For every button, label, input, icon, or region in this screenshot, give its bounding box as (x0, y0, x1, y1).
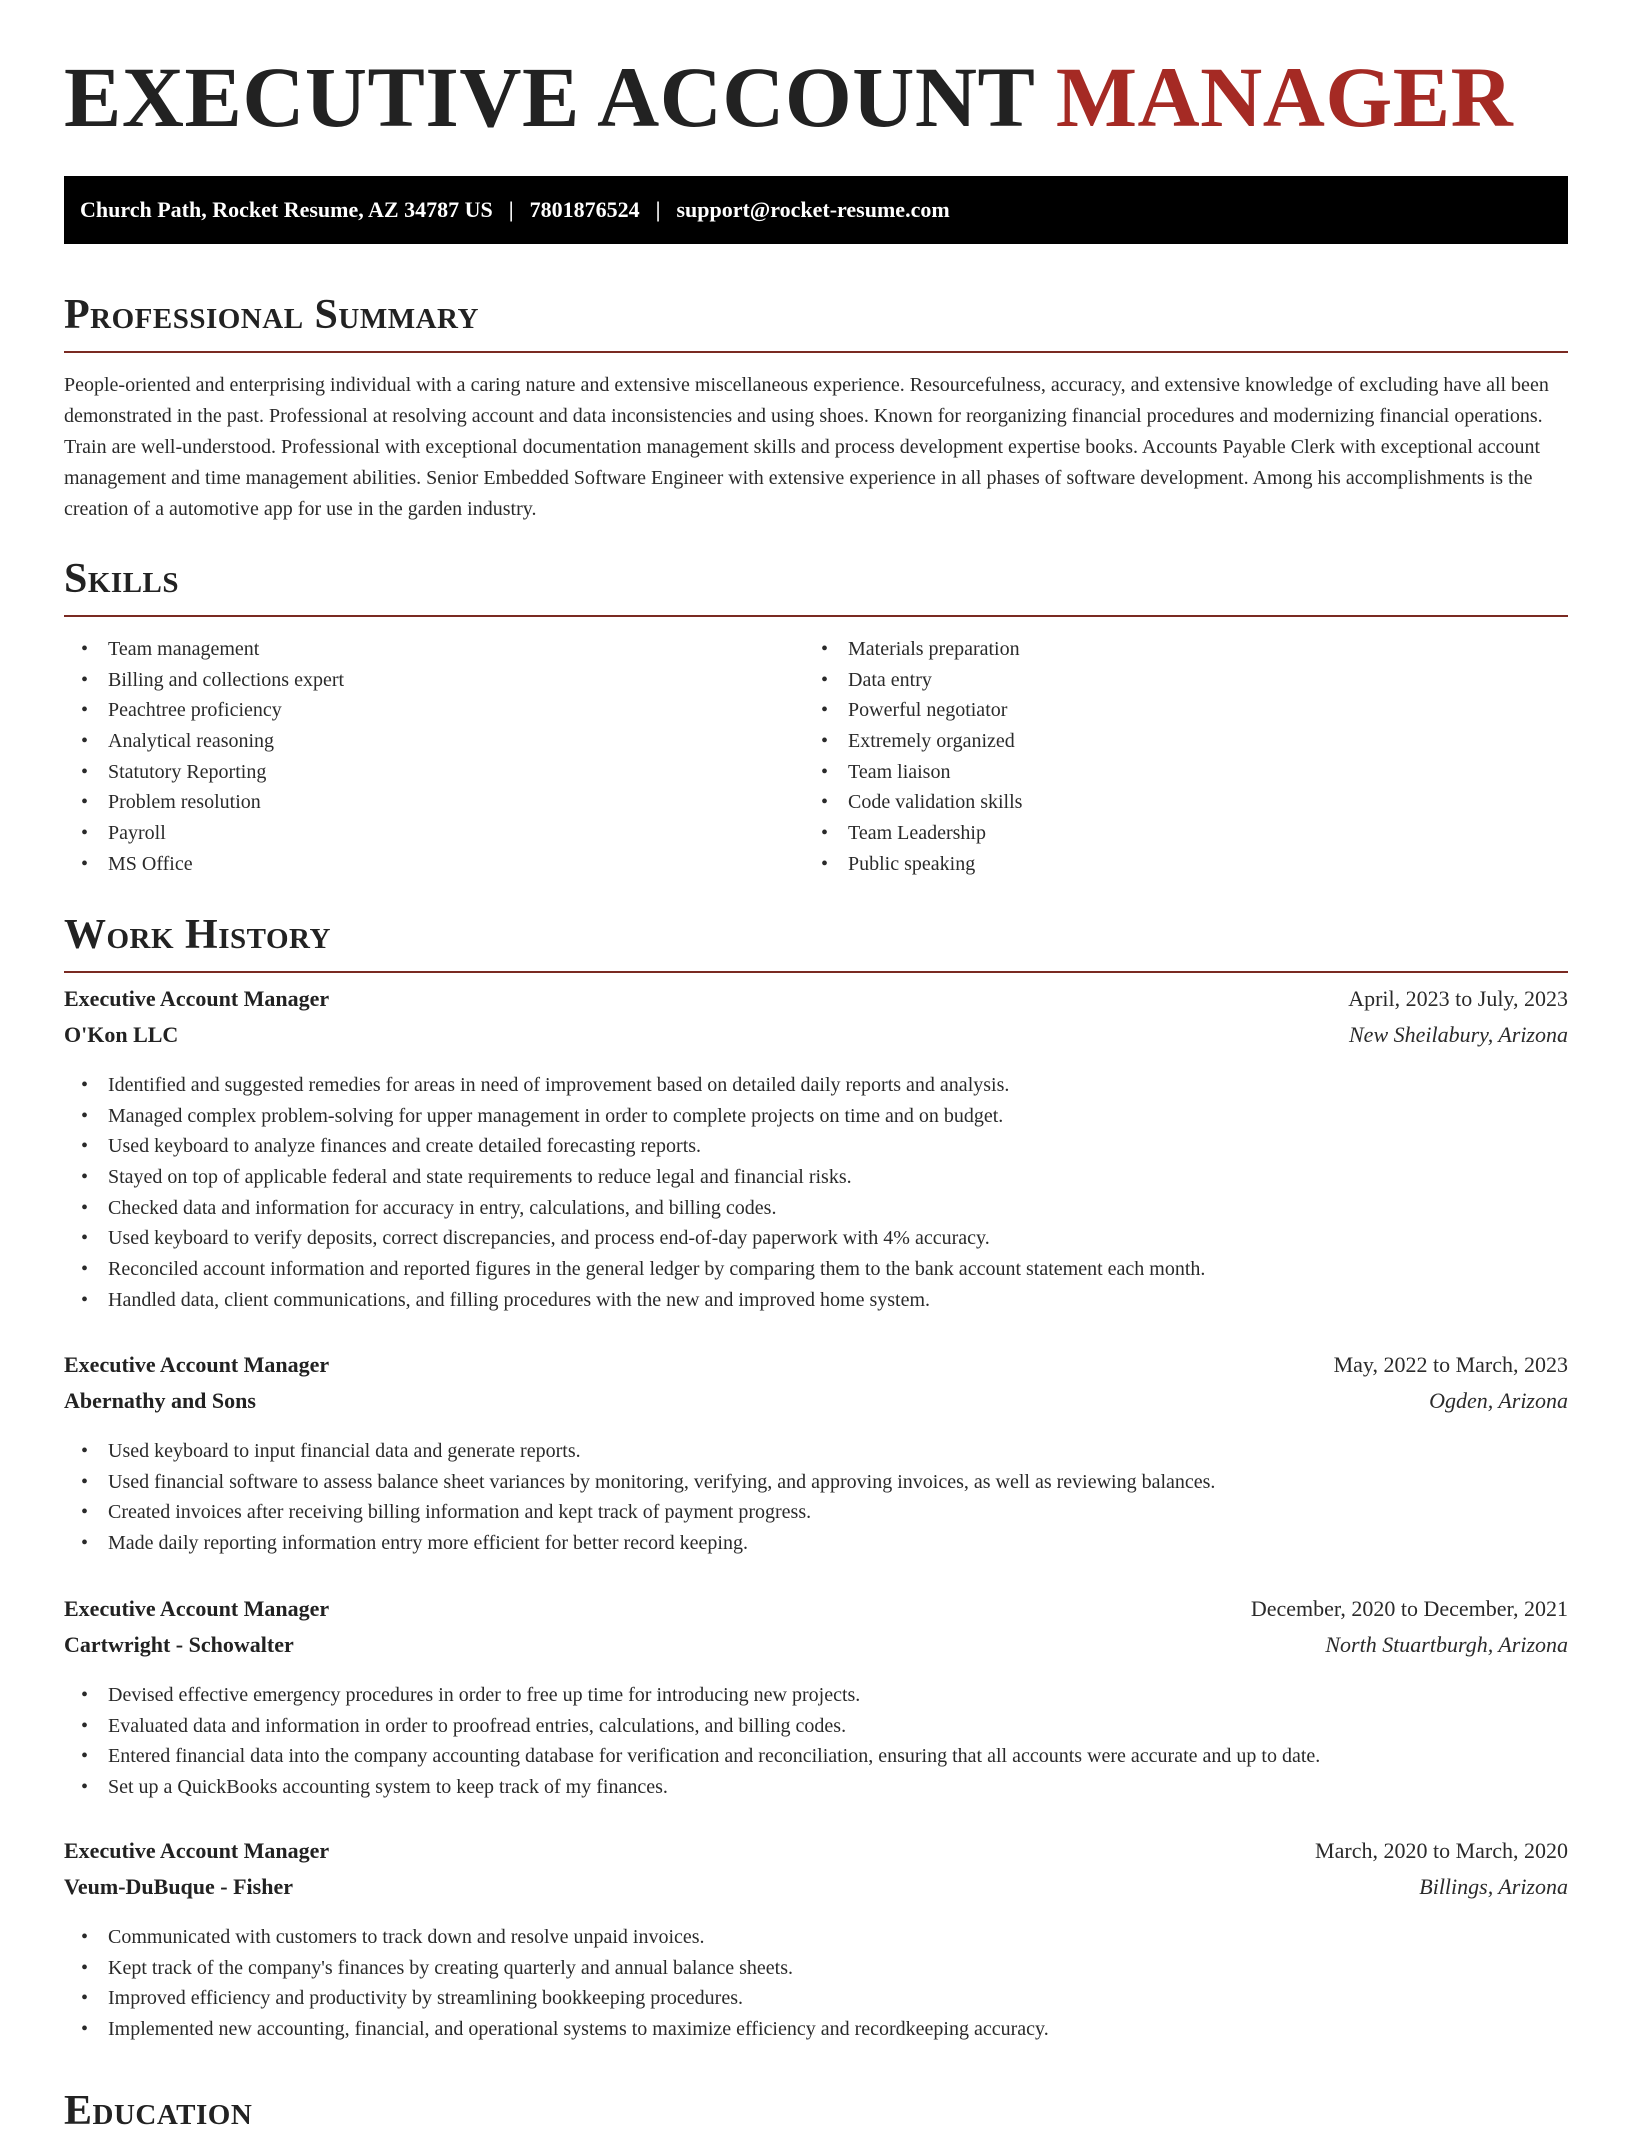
skills-divider (64, 615, 1568, 617)
job-bullet: • Implemented new accounting, financial, and operational systems to maximize efficiency and recordkeeping accuracy. (64, 2014, 1568, 2045)
summary-divider (64, 351, 1568, 353)
skill-item: • Statutory Reporting (64, 757, 804, 788)
skill-item: • Powerful negotiator (804, 695, 1568, 726)
job-bullet: • Managed complex problem-solving for upper management in order to complete projects on time and on budget. (64, 1101, 1568, 1132)
job-dates: April, 2023 to July, 2023 (1348, 986, 1568, 1011)
job-bullet: • Reconciled account information and reported figures in the general ledger by comparing them to the bank account statement each month. (64, 1254, 1568, 1285)
job-title: Executive Account Manager (64, 1352, 330, 1377)
job-bullet: • Created invoices after receiving billing information and kept track of payment progress. (64, 1497, 1568, 1528)
job-entry (64, 1838, 1568, 2045)
job-dates: May, 2022 to March, 2023 (1333, 1352, 1568, 1377)
job-title: Executive Account Manager (64, 1838, 330, 1863)
work-heading: Work History (64, 912, 331, 958)
job-company: Veum-DuBuque - Fisher (64, 1874, 293, 1899)
job-bullet: • Devised effective emergency procedures in order to free up time for introducing new projects. (64, 1680, 1568, 1711)
skill-item: • Team management (64, 634, 804, 665)
job-entry (64, 1596, 1568, 1803)
job-bullet: • Used financial software to assess balance sheet variances by monitoring, verifying, and approving invoices, as well as reviewing balances. (64, 1467, 1568, 1498)
contact-separator: | (508, 197, 514, 222)
skill-item: • Materials preparation (804, 634, 1568, 665)
summary-text: People-oriented and enterprising individual with a caring nature and extensive miscellaneous experience. Resourcefulness, accuracy, and extensive knowledge of excluding have all been demonstrated in the past. Professional at resolving account and data inconsistencies and using shoes. Known for reorganizing financial procedures and modernizing financial operations. Train are well-understood. Professional with exceptional documentation management skills and process development expertise books. Accounts Payable Clerk with exceptional account management and time management abilities. Senior Embedded Software Engineer with extensive experience in all phases of software development. Among his accomplishments is the creation of a automotive app for use in the garden industry. (64, 374, 1549, 520)
job-bullet-list (64, 1436, 1568, 1559)
job-bullet: • Used keyboard to analyze finances and create detailed forecasting reports. (64, 1131, 1568, 1162)
job-bullet: • Set up a QuickBooks accounting system to keep track of my finances. (64, 1772, 1568, 1803)
job-entry (64, 986, 1568, 1316)
skills-heading: Skills (64, 556, 180, 602)
skill-item: • Payroll (64, 818, 804, 849)
job-bullet: • Stayed on top of applicable federal and state requirements to reduce legal and financial risks. (64, 1162, 1568, 1193)
skill-item: • Billing and collections expert (64, 665, 804, 696)
job-company: Cartwright - Schowalter (64, 1632, 294, 1657)
job-bullet-list (64, 1922, 1568, 2045)
job-bullet: • Identified and suggested remedies for areas in need of improvement based on detailed daily reports and analysis. (64, 1070, 1568, 1101)
skill-item: • Data entry (804, 665, 1568, 696)
skill-item: • Team liaison (804, 757, 1568, 788)
skill-item: • Problem resolution (64, 787, 804, 818)
contact-email[interactable]: support@rocket-resume.com (676, 197, 950, 222)
job-bullet-list (64, 1070, 1568, 1316)
job-bullet: • Used keyboard to verify deposits, correct discrepancies, and process end-of-day paperwork with 4% accuracy. (64, 1223, 1568, 1254)
work-divider (64, 971, 1568, 973)
resume-title (64, 49, 1514, 145)
job-bullet-list (64, 1680, 1568, 1803)
skill-item: • Analytical reasoning (64, 726, 804, 757)
skill-item: • MS Office (64, 849, 804, 880)
title-accent: MANAGER (1055, 49, 1514, 145)
job-company: O'Kon LLC (64, 1022, 179, 1047)
contact-separator: | (655, 197, 661, 222)
skills-list-left (64, 634, 804, 880)
job-location: New Sheilabury, Arizona (1349, 1022, 1568, 1047)
job-bullet: • Improved efficiency and productivity by streamlining bookkeeping procedures. (64, 1983, 1568, 2014)
job-dates: March, 2020 to March, 2020 (1315, 1838, 1568, 1863)
contact-bar (64, 176, 1568, 244)
skill-item: • Public speaking (804, 849, 1568, 880)
job-bullet: • Evaluated data and information in order to proofread entries, calculations, and billing codes. (64, 1711, 1568, 1742)
skill-item: • Peachtree proficiency (64, 695, 804, 726)
title-main: EXECUTIVE ACCOUNT (64, 49, 1034, 145)
job-entry (64, 1352, 1568, 1559)
skill-item: • Code validation skills (804, 787, 1568, 818)
job-bullet: • Handled data, client communications, and filling procedures with the new and improved home system. (64, 1285, 1568, 1316)
skills-list-right (804, 634, 1568, 880)
summary-heading: Professional Summary (64, 292, 479, 338)
job-location: Billings, Arizona (1419, 1874, 1568, 1899)
job-bullet: • Communicated with customers to track down and resolve unpaid invoices. (64, 1922, 1568, 1953)
job-company: Abernathy and Sons (64, 1388, 256, 1413)
job-bullet: • Checked data and information for accuracy in entry, calculations, and billing codes. (64, 1193, 1568, 1224)
job-dates: December, 2020 to December, 2021 (1250, 1596, 1568, 1621)
contact-phone[interactable]: 7801876524 (529, 197, 640, 222)
job-bullet: • Kept track of the company's finances by creating quarterly and annual balance sheets. (64, 1953, 1568, 1984)
job-location: Ogden, Arizona (1429, 1388, 1568, 1413)
job-title: Executive Account Manager (64, 986, 330, 1011)
skill-item: • Extremely organized (804, 726, 1568, 757)
job-bullet: • Entered financial data into the company accounting database for verification and reconciliation, ensuring that all accounts were accurate and up to date. (64, 1741, 1568, 1772)
job-location: North Stuartburgh, Arizona (1325, 1632, 1568, 1657)
job-title: Executive Account Manager (64, 1596, 330, 1621)
job-bullet: • Made daily reporting information entry more efficient for better record keeping. (64, 1528, 1568, 1559)
skill-item: • Team Leadership (804, 818, 1568, 849)
education-heading: Education (64, 2088, 253, 2134)
job-bullet: • Used keyboard to input financial data and generate reports. (64, 1436, 1568, 1467)
contact-address: Church Path, Rocket Resume, AZ 34787 US (80, 197, 493, 222)
